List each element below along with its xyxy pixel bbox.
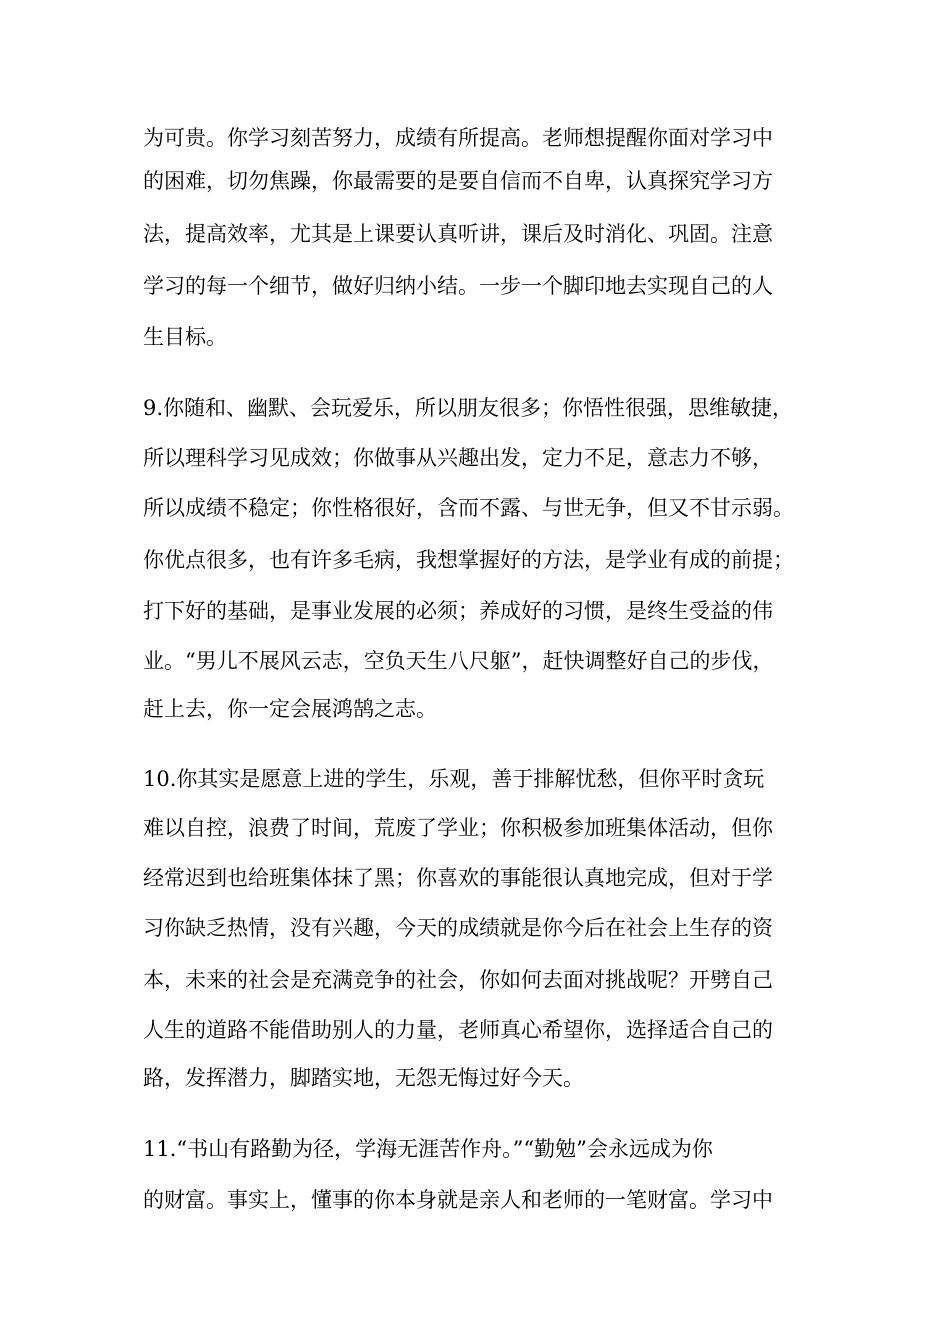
paragraph-3-line-2: 难以自控，浪费了时间，荒废了学业；你积极参加班集体活动，但你: [143, 816, 773, 840]
paragraph-4-line-2: 的财富。事实上，懂事的你本身就是亲人和老师的一笔财富。学习中: [143, 1188, 773, 1212]
paragraph-3-line-3: 经常迟到也给班集体抹了黑；你喜欢的事能很认真地完成，但对于学: [143, 866, 773, 890]
paragraph-1-line-5: 生目标。: [143, 325, 227, 349]
paragraph-1-line-2: 的困难，切勿焦躁，你最需要的是要自信而不自卑，认真探究学习方: [143, 169, 773, 193]
paragraph-2-line-6: 业。“男儿不展风云志，空负天生八尺躯”，赶快调整好自己的步伐，: [143, 649, 774, 673]
paragraph-3-line-5: 本，未来的社会是充满竞争的社会，你如何去面对挑战呢？开劈自己: [143, 968, 773, 992]
paragraph-2-line-2: 所以理科学习见成效；你做事从兴趣出发，定力不足，意志力不够，: [143, 446, 773, 470]
paragraph-1-line-3: 法，提高效率，尤其是上课要认真听讲，课后及时消化、巩固。注意: [143, 222, 773, 246]
paragraph-3-line-1: 10.你其实是愿意上进的学生，乐观，善于排解忧愁，但你平时贪玩: [143, 767, 765, 791]
paragraph-2-line-7: 赶上去，你一定会展鸿鹄之志。: [143, 697, 437, 721]
paragraph-4-line-1: 11.“书山有路勤为径，学海无涯苦作舟。”“勤勉”会永远成为你: [143, 1137, 713, 1161]
paragraph-2-line-4: 你优点很多，也有许多毛病，我想掌握好的方法，是学业有成的前提；: [143, 548, 794, 572]
paragraph-3-line-7: 路，发挥潜力，脚踏实地，无怨无悔过好今天。: [143, 1066, 584, 1090]
paragraph-3-line-4: 习你缺乏热情，没有兴趣，今天的成绩就是你今后在社会上生存的资: [143, 916, 773, 940]
paragraph-2-line-3: 所以成绩不稳定；你性格很好，含而不露、与世无争，但又不甘示弱。: [143, 496, 794, 520]
paragraph-1-line-1: 为可贵。你学习刻苦努力，成绩有所提高。老师想提醒你面对学习中: [143, 126, 773, 150]
paragraph-2-line-1: 9.你随和、幽默、会玩爱乐，所以朋友很多；你悟性很强，思维敏捷，: [143, 396, 794, 420]
paragraph-1-line-4: 学习的每一个细节，做好归纳小结。一步一个脚印地去实现自己的人: [143, 274, 773, 298]
paragraph-2-line-5: 打下好的基础，是事业发展的必须；养成好的习惯，是终生受益的伟: [143, 599, 773, 623]
paragraph-3-line-6: 人生的道路不能借助别人的力量，老师真心希望你，选择适合自己的: [143, 1018, 773, 1042]
